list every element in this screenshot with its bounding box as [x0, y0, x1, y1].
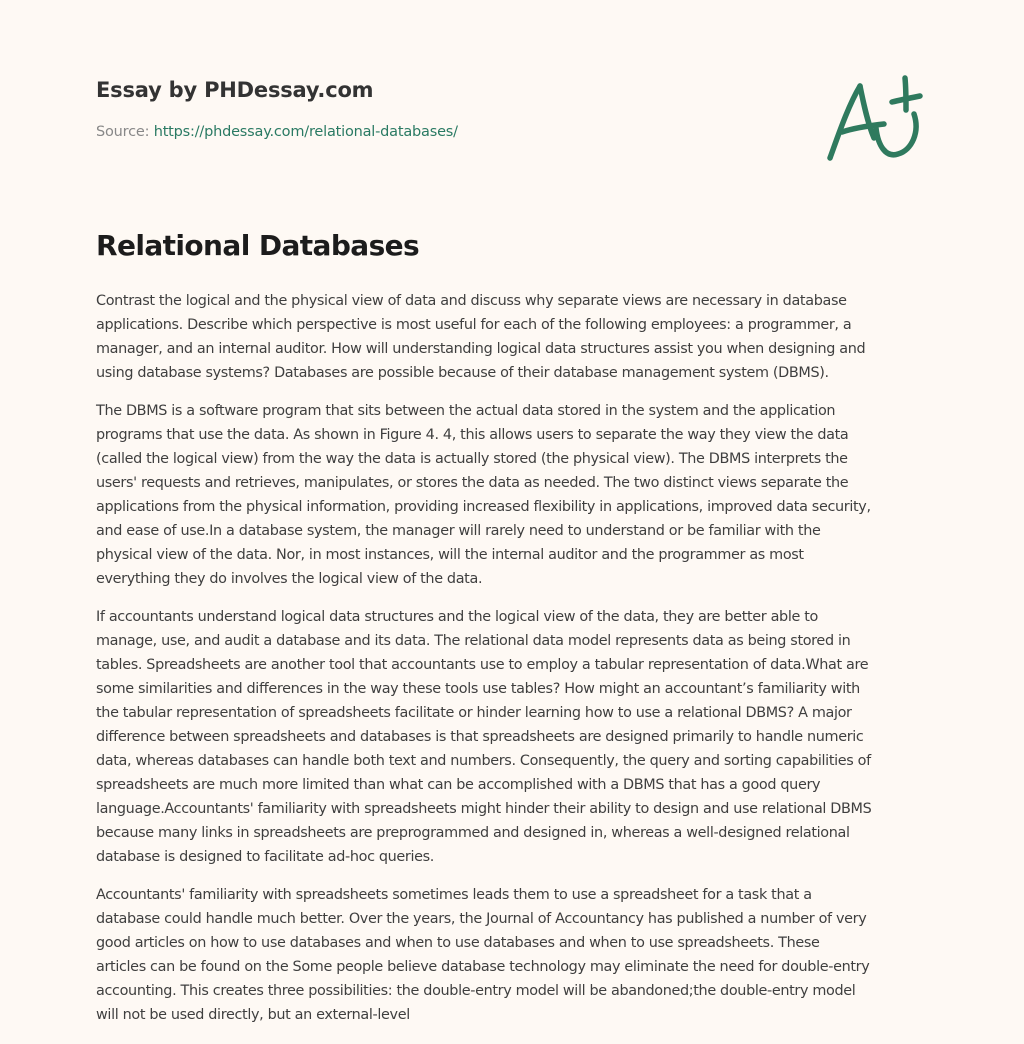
paragraph-4: [96, 883, 936, 1027]
paragraph-2: [96, 399, 936, 591]
text-line: accounting. This creates three possibilities: the double-entry model will be abandoned;the double-entry model: [96, 983, 856, 999]
text-line: If accountants understand logical data structures and the logical view of the data, they are better able to: [96, 609, 818, 625]
text-line: data, whereas databases can handle both text and numbers. Consequently, the query and sorting capabilities of: [96, 753, 871, 769]
text-line: database could handle much better. Over the years, the Journal of Accountancy has published a number of very: [96, 911, 867, 927]
text-line: will not be used directly, but an external-level: [96, 1007, 410, 1023]
source-label: Source:: [96, 124, 154, 140]
text-line: spreadsheets are much more limited than what can be accomplished with a DBMS that has a good query: [96, 777, 821, 793]
text-line: Accountants' familiarity with spreadsheets sometimes leads them to use a spreadsheet for a task that a: [96, 887, 812, 903]
page-title: Relational Databases: [96, 229, 420, 262]
text-line: manager, and an internal auditor. How will understanding logical data structures assist you when designing and: [96, 341, 866, 357]
a-plus-grade-icon: [822, 66, 932, 166]
text-line: programs that use the data. As shown in Figure 4. 4, this allows users to separate the way they view the data: [96, 427, 849, 443]
paragraph-3: [96, 605, 936, 869]
text-line: because many links in spreadsheets are preprogrammed and designed in, whereas a well-designed relational: [96, 825, 850, 841]
text-line: articles can be found on the Some people believe database technology may eliminate the need for double-entry: [96, 959, 870, 975]
text-line: the tabular representation of spreadsheets facilitate or hinder learning how to use a relational DBMS? A major: [96, 705, 852, 721]
text-line: good articles on how to use databases and when to use databases and when to use spreadsheets. These: [96, 935, 820, 951]
text-line: database is designed to facilitate ad-hoc queries.: [96, 849, 435, 865]
site-header: [96, 74, 928, 142]
text-line: physical view of the data. Nor, in most instances, will the internal auditor and the programmer as most: [96, 547, 804, 563]
source-link[interactable]: https://phdessay.com/relational-databases/: [153, 124, 458, 140]
text-line: some similarities and differences in the way these tools use tables? How might an accountant’s familiarity with: [96, 681, 860, 697]
text-line: The DBMS is a software program that sits between the actual data stored in the system and the application: [96, 403, 836, 419]
text-line: applications. Describe which perspective is most useful for each of the following employees: a programmer, a: [96, 317, 852, 333]
text-line: language.Accountants' familiarity with spreadsheets might hinder their ability to design and use relational DBMS: [96, 801, 872, 817]
article: [96, 226, 936, 1041]
text-line: manage, use, and audit a database and its data. The relational data model represents data as being stored in: [96, 633, 851, 649]
text-line: (called the logical view) from the way the data is actually stored (the physical view). The DBMS interprets the: [96, 451, 848, 467]
paragraph-1: [96, 289, 936, 385]
text-line: difference between spreadsheets and databases is that spreadsheets are designed primarily to handle numeric: [96, 729, 864, 745]
source-line: [96, 122, 928, 142]
site-title: Essay by PHDessay.com: [96, 78, 374, 102]
text-line: tables. Spreadsheets are another tool that accountants use to employ a tabular representation of data.What are: [96, 657, 869, 673]
text-line: users' requests and retrieves, manipulates, or stores the data as needed. The two distinct views separate the: [96, 475, 849, 491]
text-line: everything they do involves the logical view of the data.: [96, 571, 483, 587]
text-line: using database systems? Databases are possible because of their database management system (DBMS).: [96, 365, 829, 381]
text-line: applications from the physical information, providing increased flexibility in applications, improved data security,: [96, 499, 871, 515]
text-line: Contrast the logical and the physical view of data and discuss why separate views are necessary in database: [96, 293, 847, 309]
text-line: and ease of use.In a database system, the manager will rarely need to understand or be familiar with the: [96, 523, 821, 539]
